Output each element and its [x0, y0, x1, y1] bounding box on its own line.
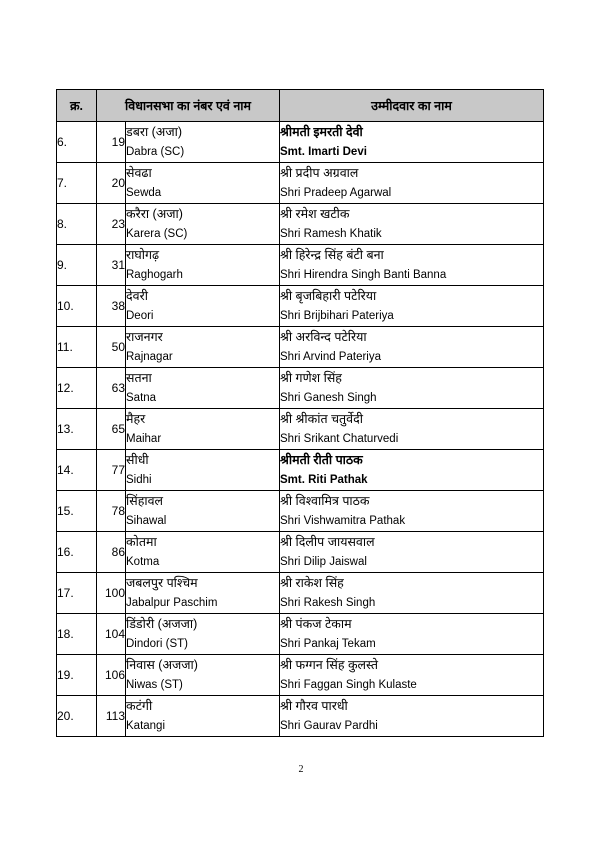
candidate-name-hindi: श्री श्रीकांत चतुर्वेदी — [280, 412, 363, 426]
constituency-name-cell — [126, 614, 280, 655]
candidate-name-english: Shri Faggan Singh Kulaste — [280, 679, 417, 691]
candidate-name-hindi: श्रीमती इमरती देवी — [280, 125, 363, 139]
constituency-name-cell — [126, 491, 280, 532]
candidate-name-hindi: श्रीमती रीती पाठक — [280, 453, 363, 467]
constituency-name-hindi: मैहर — [126, 412, 146, 426]
candidate-name-hindi: श्री प्रदीप अग्रवाल — [280, 166, 359, 180]
table-row — [57, 614, 544, 655]
candidate-name-english: Shri Vishwamitra Pathak — [280, 515, 406, 527]
constituency-name-hindi: सिंहावल — [126, 494, 163, 508]
candidate-name-cell — [280, 491, 544, 532]
constituency-name-cell — [126, 122, 280, 163]
candidate-name-hindi: श्री विश्वामित्र पाठक — [280, 494, 370, 508]
serial-number-cell: 8. — [57, 204, 97, 245]
constituency-name-cell — [126, 532, 280, 573]
constituency-number-cell: 78 — [97, 491, 126, 532]
candidate-name-cell — [280, 409, 544, 450]
candidate-name-cell — [280, 655, 544, 696]
constituency-name-hindi: कोतमा — [126, 535, 157, 549]
constituency-name-english: Dabra (SC) — [126, 146, 185, 158]
candidate-name-english: Shri Hirendra Singh Banti Banna — [280, 269, 447, 281]
candidate-name-cell — [280, 245, 544, 286]
serial-number-cell: 20. — [57, 696, 97, 737]
header-row — [57, 90, 544, 122]
table-row — [57, 245, 544, 286]
header-sno: क्र. — [57, 90, 97, 122]
serial-number-cell: 19. — [57, 655, 97, 696]
constituency-name-hindi: देवरी — [126, 289, 148, 303]
constituency-number-cell: 113 — [97, 696, 126, 737]
constituency-name-cell — [126, 368, 280, 409]
header-constituency: विधानसभा का नंबर एवं नाम — [97, 90, 280, 122]
candidate-name-cell — [280, 204, 544, 245]
constituency-number-cell: 19 — [97, 122, 126, 163]
candidate-name-cell — [280, 696, 544, 737]
candidate-name-english: Smt. Riti Pathak — [280, 474, 368, 486]
candidate-name-english: Shri Ramesh Khatik — [280, 228, 382, 240]
serial-number-cell: 16. — [57, 532, 97, 573]
candidate-name-cell — [280, 450, 544, 491]
candidate-name-english: Shri Ganesh Singh — [280, 392, 377, 404]
constituency-name-english: Niwas (ST) — [126, 679, 183, 691]
header-candidate: उम्मीदवार का नाम — [280, 90, 544, 122]
table-header — [57, 90, 544, 122]
serial-number-cell: 11. — [57, 327, 97, 368]
constituency-name-cell — [126, 450, 280, 491]
constituency-name-english: Satna — [126, 392, 157, 404]
constituency-name-hindi: सतना — [126, 371, 152, 385]
table-row — [57, 532, 544, 573]
candidate-name-english: Shri Pankaj Tekam — [280, 638, 376, 650]
candidate-name-cell — [280, 286, 544, 327]
table-row — [57, 368, 544, 409]
constituency-name-cell — [126, 655, 280, 696]
candidate-name-cell — [280, 368, 544, 409]
constituency-name-hindi: सीधी — [126, 453, 149, 467]
candidate-name-cell — [280, 614, 544, 655]
table-row — [57, 450, 544, 491]
constituency-name-cell — [126, 286, 280, 327]
table-row — [57, 163, 544, 204]
constituency-name-english: Maihar — [126, 433, 162, 445]
table-row — [57, 573, 544, 614]
constituency-number-cell: 63 — [97, 368, 126, 409]
constituency-name-cell — [126, 696, 280, 737]
serial-number-cell: 17. — [57, 573, 97, 614]
candidate-table — [56, 89, 544, 737]
constituency-number-cell: 38 — [97, 286, 126, 327]
constituency-name-cell — [126, 573, 280, 614]
constituency-name-hindi: करैरा (अजा) — [126, 207, 183, 221]
constituency-number-cell: 23 — [97, 204, 126, 245]
candidate-name-hindi: श्री दिलीप जायसवाल — [280, 535, 375, 549]
serial-number-cell: 14. — [57, 450, 97, 491]
serial-number-cell: 7. — [57, 163, 97, 204]
constituency-number-cell: 104 — [97, 614, 126, 655]
constituency-name-english: Sihawal — [126, 515, 167, 527]
constituency-name-hindi: जबलपुर पश्चिम — [126, 576, 198, 590]
constituency-number-cell: 50 — [97, 327, 126, 368]
table-row — [57, 409, 544, 450]
serial-number-cell: 9. — [57, 245, 97, 286]
candidate-name-english: Shri Gaurav Pardhi — [280, 720, 378, 732]
candidate-name-english: Shri Arvind Pateriya — [280, 351, 381, 363]
constituency-name-hindi: राघोगढ़ — [126, 248, 160, 262]
constituency-name-english: Deori — [126, 310, 154, 322]
constituency-number-cell: 77 — [97, 450, 126, 491]
table-body — [57, 122, 544, 737]
table-row — [57, 327, 544, 368]
constituency-name-hindi: डिंडोरी (अजजा) — [126, 617, 198, 631]
table-row — [57, 491, 544, 532]
table-row — [57, 122, 544, 163]
candidate-name-cell — [280, 163, 544, 204]
candidate-name-hindi: श्री राकेश सिंह — [280, 576, 344, 590]
constituency-name-english: Sewda — [126, 187, 162, 199]
serial-number-cell: 13. — [57, 409, 97, 450]
candidate-name-hindi: श्री फग्गन सिंह कुलस्ते — [280, 658, 379, 672]
constituency-name-english: Jabalpur Paschim — [126, 597, 218, 609]
constituency-name-cell — [126, 204, 280, 245]
constituency-name-hindi: कटंगी — [126, 699, 153, 713]
candidate-name-english: Shri Dilip Jaiswal — [280, 556, 367, 568]
constituency-name-english: Karera (SC) — [126, 228, 188, 240]
constituency-number-cell: 106 — [97, 655, 126, 696]
serial-number-cell: 6. — [57, 122, 97, 163]
constituency-name-cell — [126, 327, 280, 368]
table-row — [57, 655, 544, 696]
candidate-name-english: Shri Pradeep Agarwal — [280, 187, 392, 199]
candidate-name-hindi: श्री गणेश सिंह — [280, 371, 342, 385]
table-row — [57, 204, 544, 245]
constituency-name-cell — [126, 163, 280, 204]
constituency-name-english: Sidhi — [126, 474, 152, 486]
candidate-name-cell — [280, 532, 544, 573]
constituency-name-hindi: निवास (अजजा) — [126, 658, 198, 672]
constituency-number-cell: 100 — [97, 573, 126, 614]
candidate-name-english: Shri Srikant Chaturvedi — [280, 433, 399, 445]
constituency-name-hindi: राजनगर — [126, 330, 163, 344]
candidate-name-hindi: श्री बृजबिहारी पटेरिया — [280, 289, 377, 303]
constituency-number-cell: 31 — [97, 245, 126, 286]
constituency-name-english: Katangi — [126, 720, 166, 732]
serial-number-cell: 12. — [57, 368, 97, 409]
serial-number-cell: 18. — [57, 614, 97, 655]
candidate-name-hindi: श्री अरविन्द पटेरिया — [280, 330, 367, 344]
table-row — [57, 696, 544, 737]
candidate-name-english: Shri Brijbihari Pateriya — [280, 310, 394, 322]
candidate-name-hindi: श्री पंकज टेकाम — [280, 617, 352, 631]
page-number: 2 — [298, 764, 304, 775]
constituency-number-cell: 65 — [97, 409, 126, 450]
candidate-name-cell — [280, 573, 544, 614]
candidate-name-cell — [280, 327, 544, 368]
constituency-name-english: Kotma — [126, 556, 160, 568]
candidate-name-english: Shri Rakesh Singh — [280, 597, 376, 609]
candidate-name-english: Smt. Imarti Devi — [280, 146, 367, 158]
serial-number-cell: 15. — [57, 491, 97, 532]
constituency-name-english: Rajnagar — [126, 351, 173, 363]
candidate-name-hindi: श्री हिरेन्द्र सिंह बंटी बना — [280, 248, 384, 262]
table-row — [57, 286, 544, 327]
constituency-number-cell: 86 — [97, 532, 126, 573]
candidate-name-cell — [280, 122, 544, 163]
serial-number-cell: 10. — [57, 286, 97, 327]
candidate-name-hindi: श्री रमेश खटीक — [280, 207, 350, 221]
constituency-name-english: Dindori (ST) — [126, 638, 188, 650]
constituency-number-cell: 20 — [97, 163, 126, 204]
constituency-name-english: Raghogarh — [126, 269, 183, 281]
candidate-name-hindi: श्री गौरव पारधी — [280, 699, 348, 713]
constituency-name-hindi: डबरा (अजा) — [126, 125, 183, 139]
constituency-name-cell — [126, 245, 280, 286]
constituency-name-hindi: सेवढा — [126, 166, 152, 180]
constituency-name-cell — [126, 409, 280, 450]
